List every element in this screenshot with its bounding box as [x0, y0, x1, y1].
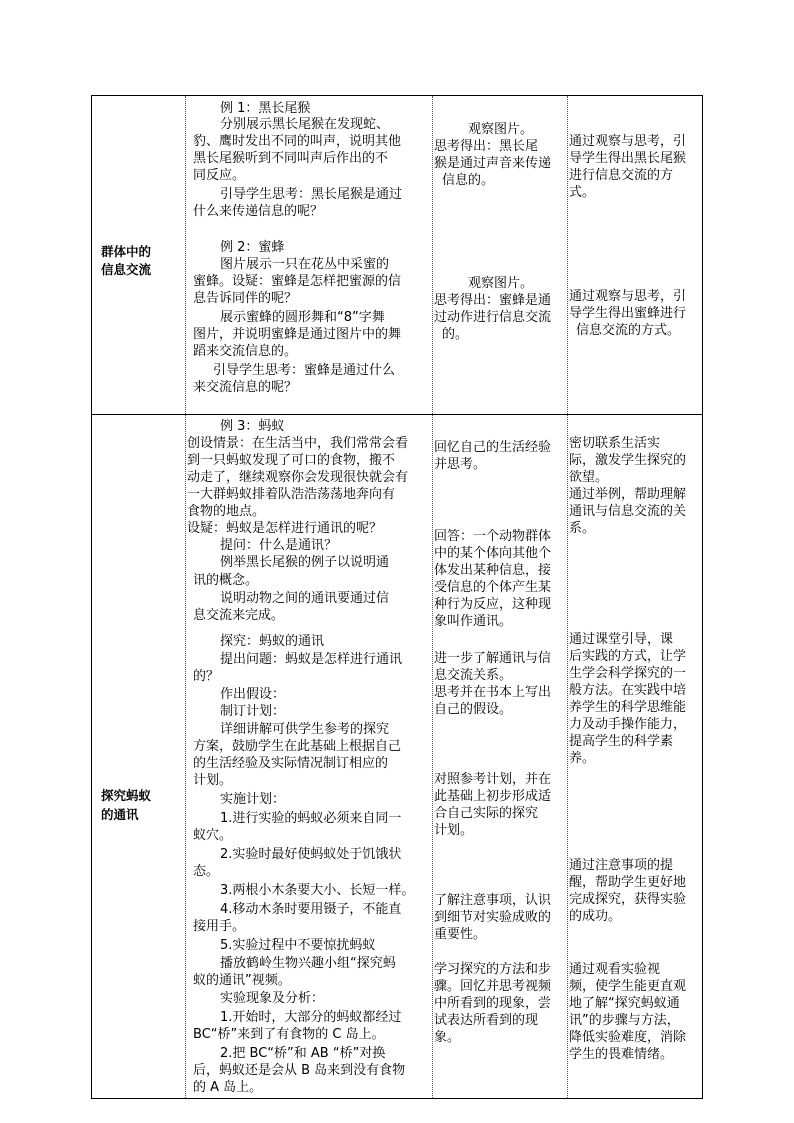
table-bottom-border [91, 1098, 703, 1099]
teacher-text: 图片，并说明蜜蜂是通过图片中的舞 [193, 327, 402, 342]
student-text: 合自己实际的探究 [434, 806, 539, 821]
teacher-text: 1.开始时，大部分的蚂蚁都经过 [220, 1010, 402, 1025]
teacher-text: 的生活经验及实际情况制订相应的 [193, 756, 389, 771]
teacher-text: 态。 [193, 864, 220, 879]
intent-text: 降低实验难度，消除 [569, 1030, 687, 1045]
teacher-text: 的？ [193, 669, 220, 684]
intent-text: 养。 [569, 751, 596, 766]
teacher-text: 豹、鹰时发出不同的叫声，说明其他 [193, 134, 402, 149]
student-text: 计划。 [434, 823, 474, 838]
intent-text: 通过注意事项的提 [569, 858, 674, 873]
teacher-text: 方案，鼓励学生在此基础上根据自己 [193, 739, 402, 754]
student-text: 象。 [434, 1030, 461, 1045]
column-divider [567, 96, 568, 1098]
intent-text: 生学会科学探究的一 [569, 666, 687, 681]
teacher-text: 制订计划： [220, 704, 286, 719]
intent-text: 养学生的科学思维能 [569, 700, 687, 715]
teacher-text: 一大群蚂蚁排着队浩浩荡荡地奔向有 [187, 487, 396, 502]
table-left-border [91, 95, 92, 1099]
teacher-text: 到一只蚂蚁发现了可口的食物，搬不 [187, 453, 396, 468]
teacher-text: 来交流信息的呢？ [193, 380, 298, 395]
student-text: 思考并在书本上写出 [434, 685, 552, 700]
intent-text: 完成探究，获得实验 [569, 892, 687, 907]
intent-text: 通过举例，帮助理解 [569, 487, 687, 502]
intent-text: 的成功。 [569, 909, 622, 924]
intent-text: 学生的畏难情绪。 [569, 1047, 674, 1062]
teacher-text: 后，蚂蚁还是会从 B 岛来到没有食物 [193, 1063, 406, 1078]
intent-text: 提高学生的科学素 [569, 734, 674, 749]
student-text: 并思考。 [434, 457, 487, 472]
intent-text: 欲望。 [569, 470, 609, 485]
teacher-text: 设疑：蚂蚁是怎样进行通讯的呢？ [187, 521, 383, 536]
teacher-text: 创设情景：在生活当中，我们常常会看 [187, 436, 409, 451]
student-text: 学习探究的方法和步 [434, 962, 552, 977]
teacher-text: 息交流来完成。 [193, 608, 285, 623]
table-right-border [702, 95, 703, 1099]
student-text: 自己的假设。 [434, 702, 513, 717]
intent-text: 导学生得出蜜蜂进行 [569, 306, 687, 321]
intent-text: 通过观看实验视 [569, 962, 661, 977]
teacher-text: 蚁的通讯”视频。 [193, 973, 291, 988]
intent-text: 醒，帮助学生更好地 [569, 875, 687, 890]
teacher-text: 什么来传递信息的呢？ [193, 204, 324, 219]
teacher-text: 的 A 岛上。 [193, 1080, 263, 1095]
teacher-text: 说明动物之间的通讯要通过信 [220, 591, 390, 606]
intent-text: 际，激发学生探究的 [569, 453, 687, 468]
teacher-text: 计划。 [193, 773, 233, 788]
teacher-text: 图片展示一只在花丛中采蜜的 [220, 257, 390, 272]
student-text: 受信息的个体产生某 [434, 580, 552, 595]
teacher-text: 例 3：蚂蚁 [220, 419, 285, 434]
teacher-text: 播放鹤岭生物兴趣小组“探究蚂 [220, 956, 396, 971]
teacher-text: 同反应。 [193, 168, 246, 183]
teacher-text: 接用手。 [193, 919, 246, 934]
section-label: 的通讯 [101, 807, 139, 822]
row-divider [91, 414, 703, 415]
intent-text: 频，使学生能更直观 [569, 979, 687, 994]
teacher-text: 动走了，继续观察你会发现很快就会有 [187, 470, 409, 485]
teacher-text: BC“桥”来到了有食物的 C 岛上。 [193, 1027, 385, 1042]
student-text: 体发出某种信息，接 [434, 563, 552, 578]
teacher-text: 作出假设： [220, 687, 286, 702]
intent-text: 通过观察与思考，引 [569, 289, 687, 304]
teacher-text: 引导学生思考：蜜蜂是通过什么 [213, 363, 396, 378]
teacher-text: 息告诉同伴的呢？ [193, 291, 298, 306]
teacher-text: 讯的概念。 [193, 573, 259, 588]
teacher-text: 例举黑长尾猴的例子以说明通 [220, 555, 390, 570]
teacher-text: 展示蜜蜂的圆形舞和“8”字舞 [220, 310, 385, 325]
intent-text: 通过观察与思考，引 [569, 134, 687, 149]
intent-text: 进行信息交流的方 [569, 168, 674, 183]
student-text: 重要性。 [434, 927, 487, 942]
teacher-text: 蚁穴。 [193, 828, 233, 843]
teacher-text: 5.实验过程中不要惊扰蚂蚁 [220, 938, 376, 953]
intent-text: 讯”的步骤与方法， [569, 1013, 680, 1028]
student-text: 象叫作通讯。 [434, 614, 513, 629]
section-label: 信息交流 [101, 262, 152, 277]
teacher-text: 实验现象及分析： [220, 991, 325, 1006]
student-text: 息交流关系。 [434, 668, 513, 683]
intent-text: 般方法。在实践中培 [569, 683, 687, 698]
intent-text: 通过课堂引导，课 [569, 632, 674, 647]
teacher-text: 2.把 BC“桥”和 AB “桥”对换 [220, 1046, 386, 1061]
student-text: 骤。回忆并思考视频 [434, 979, 552, 994]
student-text: 中的某个体向其他个 [434, 546, 552, 561]
teacher-text: 3.两根小木条要大小、长短一样。 [220, 883, 415, 898]
student-text: 种行为反应，这种现 [434, 597, 552, 612]
teacher-text: 引导学生思考：黑长尾猴是通过 [220, 187, 403, 202]
student-text: 观察图片。 [468, 122, 534, 137]
teacher-text: 例 2：蜜蜂 [220, 240, 285, 255]
teacher-text: 详细讲解可供学生参考的探究 [220, 722, 390, 737]
teacher-text: 黑长尾猴听到不同叫声后作出的不 [193, 151, 389, 166]
section-label: 群体中的 [101, 244, 152, 259]
student-text: 回答：一个动物群体 [434, 529, 552, 544]
student-text: 了解注意事项，认识 [434, 893, 552, 908]
column-divider [185, 96, 186, 1098]
student-text: 此基础上初步形成适 [434, 789, 552, 804]
student-text: 对照参考计划，并在 [434, 772, 552, 787]
teacher-text: 2.实验时最好使蚂蚁处于饥饿状 [220, 847, 402, 862]
student-text: 思考得出：蜜蜂是通 [434, 293, 552, 308]
intent-text: 信息交流的方式。 [576, 323, 681, 338]
student-text: 信息的。 [442, 173, 495, 188]
teacher-text: 例 1：黑长尾猴 [220, 101, 311, 116]
student-text: 中所看到的现象，尝 [434, 996, 552, 1011]
column-divider [432, 96, 433, 1098]
teacher-text: 1.进行实验的蚂蚁必须来自同一 [220, 811, 402, 826]
student-text: 到细节对实验成败的 [434, 910, 552, 925]
teacher-text: 提出问题：蚂蚁是怎样进行通讯 [220, 652, 403, 667]
teacher-text: 食物的地点。 [187, 504, 266, 519]
intent-text: 力及动手操作能力， [569, 717, 687, 732]
intent-text: 导学生得出黑长尾猴 [569, 151, 687, 166]
intent-text: 后实践的方式，让学 [569, 649, 687, 664]
teacher-text: 分别展示黑长尾猴在发现蛇、 [220, 117, 390, 132]
student-text: 试表达所看到的现 [434, 1013, 539, 1028]
intent-text: 式。 [569, 185, 596, 200]
intent-text: 系。 [569, 521, 596, 536]
teacher-text: 蜜蜂。设疑：蜜蜂是怎样把蜜源的信 [193, 274, 402, 289]
student-text: 思考得出：黑长尾 [434, 139, 539, 154]
student-text: 猴是通过声音来传递 [434, 156, 552, 171]
student-text: 回忆自己的生活经验 [434, 440, 552, 455]
student-text: 过动作进行信息交流 [434, 310, 552, 325]
teacher-text: 探究：蚂蚁的通讯 [220, 634, 325, 649]
student-text: 进一步了解通讯与信 [434, 651, 552, 666]
teacher-text: 4.移动木条时要用镊子，不能直 [220, 902, 402, 917]
teacher-text: 实施计划： [220, 792, 286, 807]
student-text: 的。 [442, 327, 469, 342]
section-label: 探究蚂蚁 [101, 788, 152, 803]
intent-text: 密切联系生活实 [569, 436, 661, 451]
teacher-text: 提问：什么是通讯？ [220, 538, 338, 553]
teacher-text: 蹈来交流信息的。 [193, 344, 298, 359]
intent-text: 通讯与信息交流的关 [569, 504, 687, 519]
intent-text: 地了解“探究蚂蚁通 [569, 996, 680, 1011]
student-text: 观察图片。 [468, 276, 534, 291]
table-top-border [91, 95, 703, 96]
